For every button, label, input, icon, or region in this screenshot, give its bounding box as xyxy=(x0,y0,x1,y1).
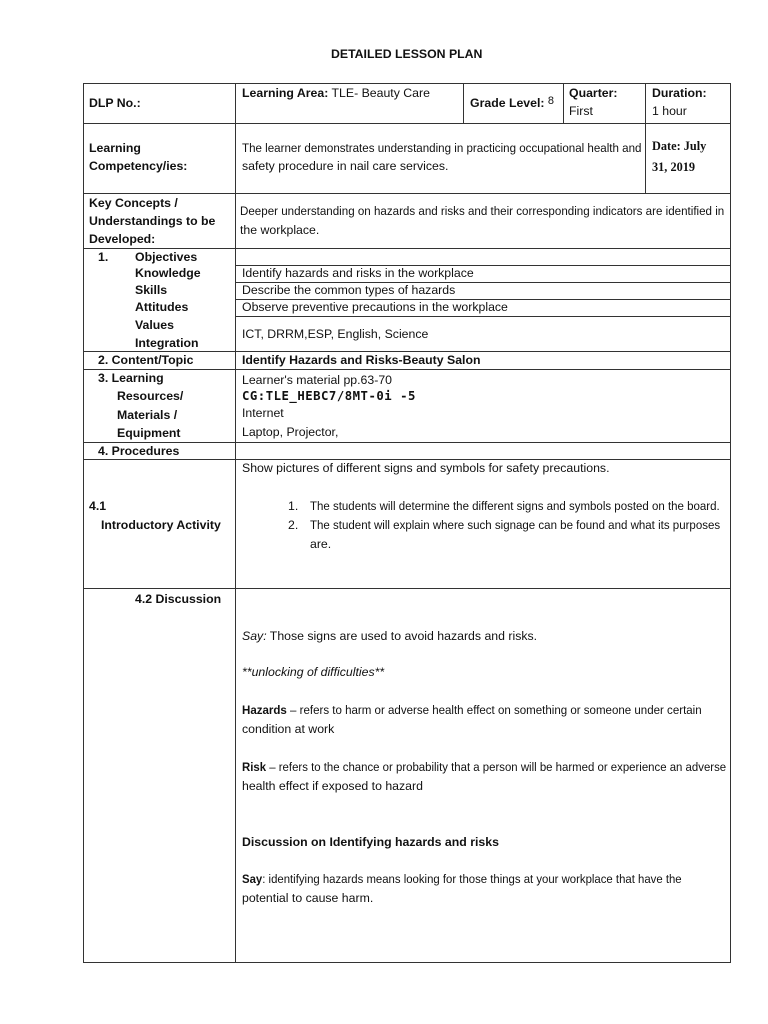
values-label-line1: Values xyxy=(135,318,174,332)
competency-label-line1: Learning xyxy=(89,141,141,155)
key-concepts-text-line1: Deeper understanding on hazards and risks and their corresponding indicators are identified in xyxy=(240,204,725,218)
knowledge-label: Knowledge xyxy=(135,266,201,280)
learning-area-label: Learning Area: xyxy=(242,86,329,100)
grade-level xyxy=(470,95,554,113)
values-label-line2: Integration xyxy=(135,336,199,350)
introductory-label-line2: Introductory Activity xyxy=(101,518,221,532)
quarter-value: First xyxy=(569,104,593,118)
introductory-item2-text-line1: The student will explain where such signage can be found and what its purposes xyxy=(310,518,721,532)
resources-label-line3: Materials / xyxy=(117,408,178,422)
resources-label-line1: 3. Learning xyxy=(98,371,164,385)
resources-label-line4: Equipment xyxy=(117,426,181,440)
resources-item-learners-material: Learner's material pp.63-70 xyxy=(242,373,392,387)
content-topic-label: 2. Content/Topic xyxy=(98,353,194,367)
hazards-definition-line1: – refers to harm or adverse health effect on something or someone under certain xyxy=(286,703,702,717)
resources-label-line2: Resources/ xyxy=(117,389,184,403)
grade-level-label: Grade Level: xyxy=(470,96,545,110)
discussion-label: 4.2 Discussion xyxy=(135,592,222,606)
hazards-definition-line2: condition at work xyxy=(242,722,335,736)
procedures-label: 4. Procedures xyxy=(98,444,180,458)
key-concepts-label-line3: Developed: xyxy=(89,232,156,246)
objectives-label: Objectives xyxy=(135,250,198,264)
discussion-say2 xyxy=(242,871,682,888)
hazards-definition xyxy=(242,702,702,719)
learning-area-value: TLE- Beauty Care xyxy=(328,86,430,100)
say2-text-line1: : identifying hazards means looking for those things at your workplace that have the xyxy=(262,872,682,886)
dlp-number-label: DLP No.: xyxy=(89,96,141,110)
risk-definition-line1: – refers to the chance or probability that a person will be harmed or experience an adverse xyxy=(266,760,727,774)
hazards-term: Hazards xyxy=(242,703,287,717)
quarter-label: Quarter: xyxy=(569,86,618,100)
key-concepts-text-line2: the workplace. xyxy=(240,223,320,237)
grade-level-value: 8 xyxy=(547,95,555,107)
attitudes-value: Observe preventive precautions in the workplace xyxy=(242,300,508,314)
resources-item-internet: Internet xyxy=(242,406,284,420)
page-title: DETAILED LESSON PLAN xyxy=(331,47,483,61)
knowledge-value: Identify hazards and risks in the workplace xyxy=(242,266,474,280)
introductory-label-line1: 4.1 xyxy=(89,499,107,513)
risk-definition xyxy=(242,759,726,776)
introductory-item1-number: 1. xyxy=(288,499,299,513)
unlocking-difficulties: **unlocking of difficulties** xyxy=(242,665,385,679)
skills-value: Describe the common types of hazards xyxy=(242,283,456,297)
say-label: Say: xyxy=(242,629,267,643)
attitudes-label: Attitudes xyxy=(135,300,189,314)
resources-item-equipment: Laptop, Projector, xyxy=(242,425,339,439)
key-concepts-label-line2: Understandings to be xyxy=(89,214,216,228)
competency-label-line2: Competency/ies: xyxy=(89,159,188,173)
resources-item-curriculum-guide: CG:TLE_HEBC7/8MT-0i -5 xyxy=(242,389,416,403)
learning-area xyxy=(242,85,430,102)
objectives-number: 1. xyxy=(98,250,109,264)
risk-term: Risk xyxy=(242,760,267,774)
duration-value: 1 hour xyxy=(652,104,687,118)
introductory-text: Show pictures of different signs and symbols for safety precautions. xyxy=(242,461,610,475)
skills-label: Skills xyxy=(135,283,168,297)
duration-label: Duration: xyxy=(652,86,707,100)
say2-label: Say xyxy=(242,872,263,886)
content-topic-value: Identify Hazards and Risks-Beauty Salon xyxy=(242,353,481,367)
introductory-item1-text: The students will determine the different signs and symbols posted on the board. xyxy=(310,499,720,513)
competency-text-line2: safety procedure in nail care services. xyxy=(242,159,449,173)
introductory-item2-text-line2: are. xyxy=(310,537,332,551)
date-line1: Date: July xyxy=(652,139,707,153)
introductory-item2-number: 2. xyxy=(288,518,299,532)
date-line2: 31, 2019 xyxy=(652,160,696,174)
say-text: Those signs are used to avoid hazards and risks. xyxy=(266,629,538,643)
values-value: ICT, DRRM,ESP, English, Science xyxy=(242,327,429,341)
competency-text-line1: The learner demonstrates understanding in practicing occupational health and xyxy=(242,141,642,155)
key-concepts-label-line1: Key Concepts / xyxy=(89,196,178,210)
risk-definition-line2: health effect if exposed to hazard xyxy=(242,779,423,793)
say2-text-line2: potential to cause harm. xyxy=(242,891,374,905)
discussion-section-heading: Discussion on Identifying hazards and risks xyxy=(242,835,499,849)
discussion-say xyxy=(242,628,537,645)
